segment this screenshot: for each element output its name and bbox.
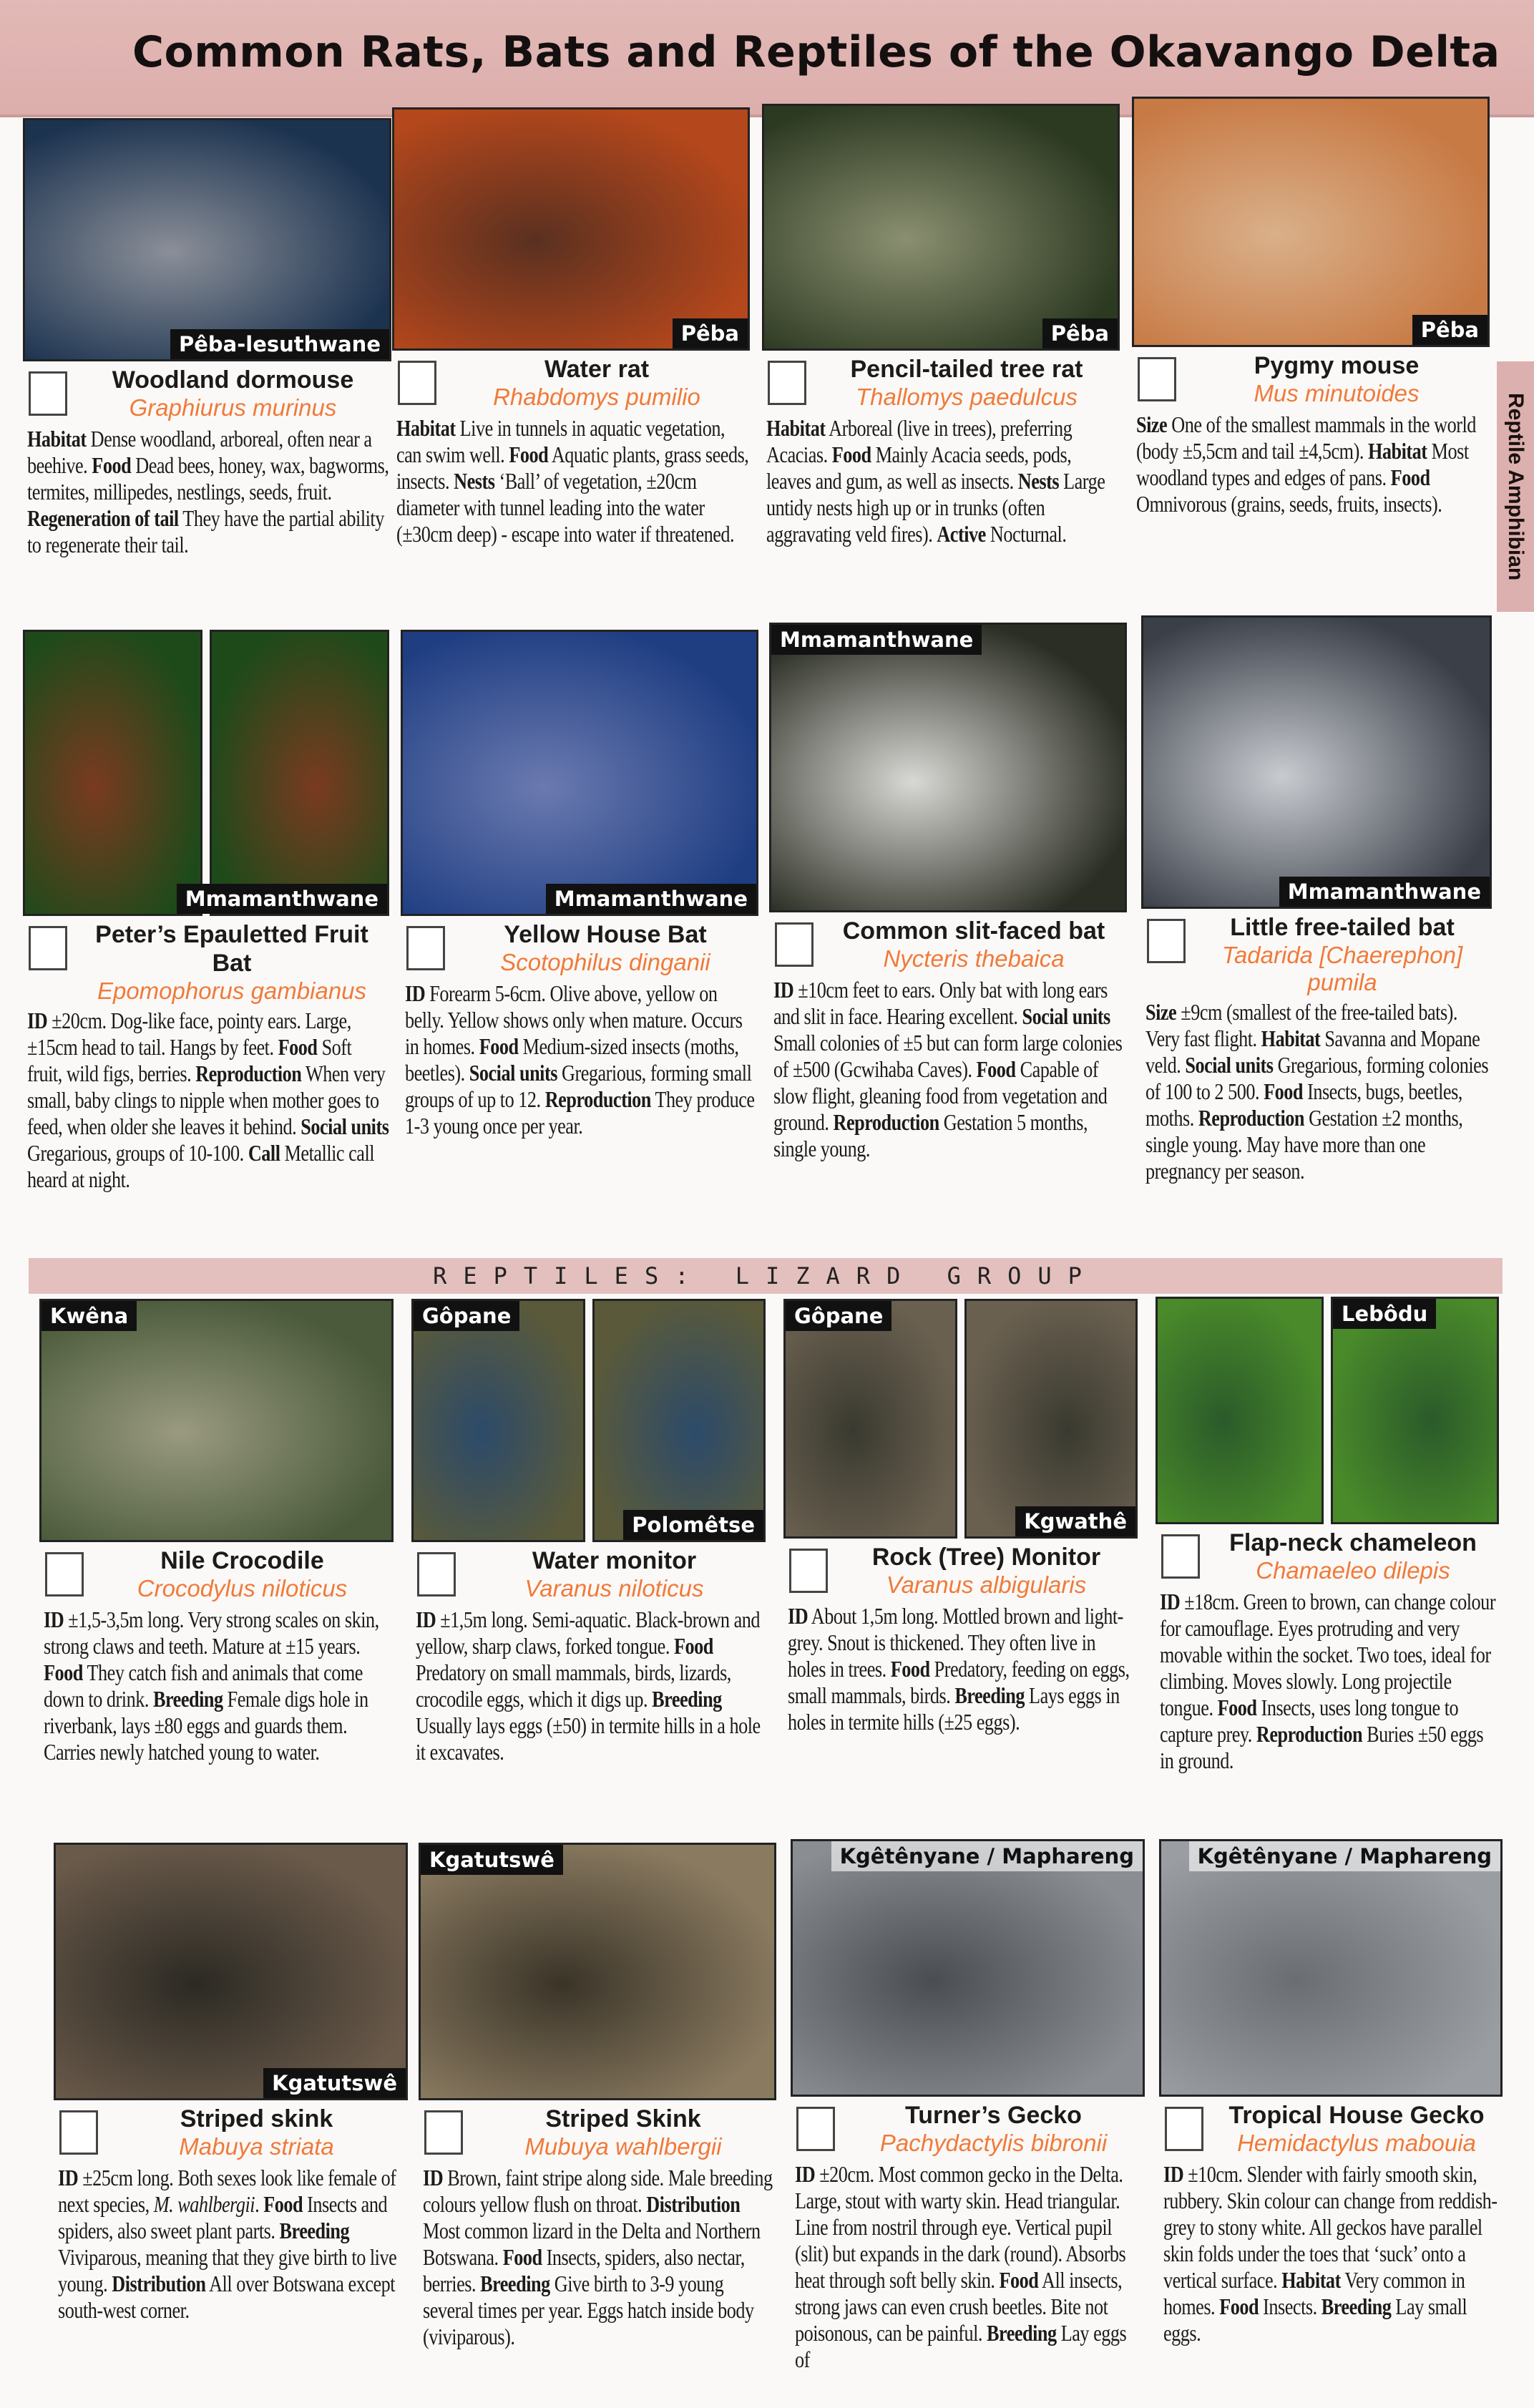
- seen-checkbox[interactable]: [1147, 919, 1186, 963]
- species-description: [423, 2165, 776, 2350]
- photo-caption: Pêba-lesuthwane: [170, 329, 389, 359]
- description-text: They catch fish and animals that come down to drink.: [44, 1659, 363, 1712]
- species-card: [783, 1299, 1138, 1735]
- description-text: ±18cm. Green to brown, can change colour for camouflage. Eyes protruding and very movable within the socket. Two toes, ideal for climbing. Moves slowly. Long projectile tongue.: [1160, 1589, 1496, 1720]
- common-name: Common slit-faced bat: [842, 917, 1105, 945]
- common-name: Striped skink: [180, 2105, 333, 2132]
- seen-checkbox[interactable]: [29, 926, 67, 970]
- scientific-name: Varanus niloticus: [524, 1575, 704, 1602]
- description-text: ±20cm. Most common gecko in the Delta. Large, stout with warty skin. Head triangular. Line from nostril through eye. Vertical pupil (slit) but expands in the dark (round). Absorbs heat through soft belly skin.: [795, 2161, 1126, 2293]
- common-name: Striped Skink: [545, 2105, 701, 2132]
- species-heading: [23, 920, 389, 1005]
- scientific-name: Mus minutoides: [1254, 380, 1420, 406]
- description-text: Omnivorous (grains, seeds, fruits, insects).: [1136, 491, 1442, 517]
- description-text: One of the smallest mammals in the world (body ±5,5cm and tail ±4,5cm).: [1136, 411, 1476, 464]
- description-text: Insects, uses long tongue to capture prey.: [1160, 1695, 1459, 1747]
- seen-checkbox[interactable]: [1138, 357, 1176, 401]
- description-text: Mainly Acacia seeds, pods, leaves and gum, as well as insects.: [766, 442, 1072, 494]
- scientific-name: Crocodylus niloticus: [137, 1575, 348, 1602]
- description-keyword: ID: [1163, 2161, 1184, 2187]
- seen-checkbox[interactable]: [398, 361, 436, 405]
- description-text: Lay eggs of: [795, 2320, 1127, 2372]
- description-keyword: Reproduction: [195, 1061, 302, 1086]
- species-description: [773, 977, 1127, 1162]
- description-keyword: Breeding: [1321, 2294, 1392, 2319]
- description-text: Predatory on small mammals, birds, lizards, crocodile eggs, which it digs up.: [416, 1659, 731, 1712]
- photo-caption: Mmamanthwane: [546, 884, 756, 914]
- description-text: Medium-sized insects (moths, beetles).: [405, 1033, 739, 1086]
- common-name: Flap-neck chameleon: [1229, 1529, 1477, 1556]
- photo-caption: Mmamanthwane: [771, 625, 982, 655]
- photo-group: [39, 1299, 394, 1542]
- species-card: [419, 1843, 776, 2350]
- species-names: [821, 917, 1127, 973]
- species-names: [842, 2101, 1145, 2157]
- description-text: Predatory, feeding on eggs, small mammals, birds.: [788, 1656, 1130, 1708]
- side-tab-reptile-amphibian[interactable]: [1497, 361, 1534, 612]
- species-description: [788, 1603, 1138, 1735]
- species-names: [814, 355, 1120, 411]
- description-text: Lay small eggs.: [1163, 2294, 1467, 2346]
- photo-group: [23, 118, 391, 361]
- species-photo: [1331, 1297, 1499, 1524]
- species-names: [470, 2105, 776, 2160]
- description-keyword: ID: [773, 977, 794, 1003]
- description-keyword: Habitat: [27, 426, 87, 452]
- photo-group: [23, 630, 389, 916]
- description-keyword: Regeneration of tail: [27, 505, 179, 531]
- species-description: [766, 415, 1120, 547]
- photo-caption: Kgatutswê: [263, 2068, 406, 2098]
- species-photo: [23, 118, 391, 361]
- description-text: Insects, spiders, also nectar, berries.: [423, 2244, 745, 2296]
- species-card: [23, 630, 389, 1193]
- species-card: [392, 107, 750, 547]
- species-description: [396, 415, 750, 547]
- page-title: Common Rats, Bats and Reptiles of the Okavango Delta: [132, 27, 1500, 77]
- description-text: Nocturnal.: [985, 521, 1067, 547]
- description-keyword: Distribution: [646, 2191, 741, 2217]
- description-text: Lays eggs in holes in termite hills (±25 eggs).: [788, 1682, 1120, 1735]
- common-name: Peter’s Epauletted Fruit Bat: [95, 921, 368, 977]
- species-heading: [1156, 1529, 1499, 1586]
- common-name: Pencil-tailed tree rat: [850, 356, 1083, 383]
- species-description: [1136, 411, 1490, 517]
- species-names: [1193, 913, 1492, 996]
- species-photo: [1156, 1297, 1324, 1524]
- description-keyword: Habitat: [1281, 2267, 1341, 2293]
- species-heading: [419, 2105, 776, 2162]
- description-text: Give birth to 3-9 young several times per year. Eggs hatch inside body (viviparous).: [423, 2271, 754, 2349]
- common-name: Little free-tailed bat: [1230, 914, 1455, 941]
- species-description: [44, 1607, 394, 1765]
- photo-group: [769, 623, 1127, 912]
- section-band-reptiles: [29, 1258, 1503, 1294]
- description-text: Arboreal (live in trees), preferring Acacias.: [766, 415, 1073, 467]
- description-keyword: Habitat: [1261, 1025, 1321, 1051]
- description-text: Very common in homes.: [1163, 2267, 1465, 2319]
- species-names: [1211, 2101, 1503, 2157]
- description-keyword: Social units: [469, 1060, 557, 1086]
- species-heading: [1132, 351, 1490, 409]
- description-keyword: Food: [1217, 1695, 1257, 1720]
- scientific-name: Pachydactylis bibronii: [879, 2130, 1108, 2156]
- photo-caption: Pêba: [1412, 315, 1487, 345]
- species-heading: [1141, 913, 1492, 996]
- photo-group: [411, 1299, 766, 1542]
- photo-group: [401, 630, 758, 916]
- species-heading: [762, 355, 1120, 412]
- species-card: [1141, 615, 1492, 1184]
- description-keyword: Social units: [1185, 1052, 1274, 1078]
- species-heading: [54, 2105, 408, 2162]
- common-name: Water rat: [544, 356, 650, 383]
- description-text: Most common lizard in the Delta and Northern Botswana.: [423, 2218, 761, 2270]
- description-text: Aquatic plants, grass seeds, insects.: [396, 442, 749, 494]
- species-heading: [23, 366, 391, 423]
- seen-checkbox[interactable]: [789, 1549, 828, 1593]
- species-card: [39, 1299, 394, 1765]
- description-keyword: Food: [673, 1633, 713, 1659]
- photo-caption: Kwêna: [41, 1301, 137, 1331]
- seen-checkbox[interactable]: [424, 2110, 463, 2155]
- scientific-name: Thallomys paedulcus: [856, 384, 1078, 410]
- description-text: Savanna and Mopane veld.: [1145, 1025, 1480, 1078]
- description-keyword: Breeding: [279, 2218, 350, 2243]
- description-text: ±1,5m long. Semi-aquatic. Black-brown and yellow, sharp claws, forked tongue.: [416, 1607, 761, 1659]
- description-keyword: Breeding: [152, 1686, 223, 1712]
- description-text: Soft fruit, wild figs, berries.: [27, 1034, 352, 1086]
- species-photo: [401, 630, 758, 916]
- species-description: [1160, 1589, 1499, 1774]
- description-text: Dense woodland, arboreal, often near a beehive.: [27, 426, 372, 478]
- species-names: [1183, 351, 1490, 407]
- common-name: Woodland dormouse: [112, 366, 354, 394]
- description-keyword: ID: [44, 1607, 64, 1632]
- species-heading: [1159, 2101, 1503, 2158]
- scientific-name: Rhabdomys pumilio: [493, 384, 700, 410]
- description-text: Forearm 5-6cm. Olive above, yellow on belly. Yellow shows only when mature. Occurs in homes.: [405, 980, 743, 1059]
- description-keyword: Reproduction: [1198, 1105, 1305, 1131]
- scientific-name: Chamaeleo dilepis: [1256, 1557, 1450, 1584]
- description-text: Gregarious, forming colonies of 100 to 2 500.: [1145, 1052, 1489, 1104]
- species-heading: [769, 917, 1127, 974]
- description-keyword: Food: [479, 1033, 519, 1059]
- photo-caption: Pêba: [1042, 318, 1118, 348]
- description-keyword: Breeding: [480, 2271, 550, 2296]
- photo-caption: Gôpane: [414, 1301, 519, 1331]
- species-card: [769, 623, 1127, 1162]
- description-text: They have the partial ability to regenerate their tail.: [27, 505, 384, 557]
- photo-group: [392, 107, 750, 351]
- species-description: [1145, 999, 1492, 1184]
- species-names: [835, 1543, 1138, 1599]
- photo-group: [1132, 97, 1490, 347]
- photo-caption: Kgêtênyane / Maphareng: [831, 1841, 1143, 1871]
- seen-checkbox[interactable]: [59, 2110, 98, 2155]
- species-photo: [769, 623, 1127, 912]
- description-keyword: Social units: [1022, 1003, 1110, 1029]
- description-keyword: Food: [509, 442, 549, 467]
- description-text: Dead bees, honey, wax, bagworms, termites, millipedes, nestlings, seeds, fruit.: [27, 452, 389, 504]
- photo-caption: Pêba: [673, 318, 748, 348]
- common-name: Tropical House Gecko: [1228, 2102, 1485, 2129]
- description-text: Small colonies of ±5 but can form large colonies of ±500 (Gcwihaba Caves).: [773, 1030, 1123, 1082]
- description-keyword: Habitat: [766, 415, 826, 441]
- photo-group: [791, 1839, 1145, 2097]
- species-description: [27, 1008, 389, 1193]
- description-text: They produce 1-3 young once per year.: [405, 1086, 755, 1139]
- description-keyword: Food: [92, 452, 132, 478]
- section-band-label: REPTILES: LIZARD GROUP: [433, 1262, 1098, 1290]
- description-text: ±10cm. Slender with fairly smooth skin, rubbery. Skin colour can change from reddish-grey to stony white. All geckos have parallel skin folds under the toes that ‘suck’ onto a vertical surface.: [1163, 2161, 1498, 2293]
- description-keyword: ID: [58, 2165, 79, 2190]
- description-keyword: ID: [416, 1607, 436, 1632]
- species-description: [405, 980, 758, 1139]
- description-keyword: Active: [937, 521, 986, 547]
- description-text: Capable of slow flight, gleaning food from vegetation and ground.: [773, 1056, 1108, 1135]
- scientific-name: Mubuya wahlbergii: [524, 2133, 722, 2160]
- photo-caption: Kgatutswê: [421, 1845, 563, 1875]
- description-keyword: Food: [278, 1034, 318, 1060]
- description-keyword: Breeding: [987, 2320, 1057, 2346]
- description-keyword: Reproduction: [1256, 1721, 1363, 1747]
- photo-caption: Gôpane: [786, 1301, 891, 1331]
- description-keyword: Breeding: [954, 1682, 1025, 1708]
- seen-checkbox[interactable]: [1165, 2107, 1203, 2151]
- description-text: Viviparous, meaning that they give birth to live young.: [58, 2244, 397, 2296]
- common-name: Pygmy mouse: [1254, 352, 1420, 379]
- description-text: ±9cm (smallest of the free-tailed bats). Very fast flight.: [1145, 999, 1457, 1051]
- common-name: Water monitor: [532, 1547, 697, 1574]
- description-text: Insects and spiders, also sweet plant parts.: [58, 2191, 388, 2243]
- species-card: [1156, 1297, 1499, 1774]
- description-text: ±20cm. Dog-like face, pointy ears. Large, ±15cm head to tail. Hangs by feet.: [27, 1008, 351, 1060]
- photo-caption: Kgwathê: [1015, 1506, 1135, 1536]
- description-keyword: Food: [999, 2267, 1039, 2293]
- photo-caption: Polomêtse: [623, 1510, 763, 1540]
- species-photo: [791, 1839, 1145, 2097]
- photo-group: [1159, 1839, 1503, 2097]
- species-names: [452, 920, 758, 976]
- description-keyword: Food: [502, 2244, 542, 2270]
- species-heading: [791, 2101, 1145, 2158]
- species-card: [401, 630, 758, 1139]
- description-keyword: Nests: [1017, 468, 1060, 494]
- photo-group: [762, 104, 1120, 351]
- description-keyword: Call: [248, 1140, 280, 1166]
- scientific-name: Scotophilus dinganii: [500, 949, 710, 975]
- description-text: ±25cm long. Both sexes look like female of next species,: [58, 2165, 396, 2217]
- species-photo: [23, 630, 202, 916]
- species-card: [791, 1839, 1145, 2373]
- photo-group: [54, 1843, 408, 2100]
- species-card: [411, 1299, 766, 1765]
- description-text: ‘Ball’ of vegetation, ±20cm diameter with tunnel leading into the water (±30cm deep) - escape into water if threatened.: [396, 468, 735, 547]
- photo-caption: Mmamanthwane: [177, 884, 387, 914]
- species-description: [416, 1607, 766, 1765]
- species-photo: [392, 107, 750, 351]
- seen-checkbox[interactable]: [417, 1552, 456, 1597]
- description-keyword: Social units: [301, 1113, 389, 1139]
- description-text: .: [255, 2191, 264, 2217]
- seen-checkbox[interactable]: [1161, 1534, 1200, 1579]
- description-text: Gregarious, groups of 10-100.: [27, 1140, 248, 1166]
- seen-checkbox[interactable]: [768, 361, 806, 405]
- description-keyword: ID: [795, 2161, 816, 2187]
- species-description: [27, 426, 391, 558]
- species-photo: [1159, 1839, 1503, 2097]
- description-keyword: Distribution: [112, 2271, 206, 2296]
- scientific-name: Varanus albigularis: [886, 1571, 1087, 1598]
- description-text: All over Botswana except south-west corner.: [58, 2271, 396, 2323]
- species-names: [91, 1546, 394, 1602]
- description-text: Large untidy nests high up or in trunks (often aggravating veld fires).: [766, 468, 1105, 547]
- description-text: Insects.: [1259, 2294, 1322, 2319]
- common-name: Nile Crocodile: [160, 1547, 324, 1574]
- description-keyword: ID: [788, 1603, 808, 1629]
- photo-group: [1156, 1297, 1499, 1524]
- description-text: Female digs hole in riverbank, lays ±80 eggs and guards them. Carries newly hatched young to water.: [44, 1686, 368, 1765]
- description-text: Gestation 5 months, single young.: [773, 1109, 1088, 1161]
- species-photo: [1132, 97, 1490, 347]
- species-names: [444, 355, 750, 411]
- species-names: [105, 2105, 408, 2160]
- common-name: Rock (Tree) Monitor: [871, 1544, 1101, 1571]
- species-card: [762, 104, 1120, 547]
- description-keyword: Food: [1264, 1078, 1304, 1104]
- scientific-name: Mabuya striata: [179, 2133, 334, 2160]
- description-text: Gregarious, forming small groups of up to 12.: [405, 1060, 752, 1112]
- side-tab-label: Reptile Amphibian: [1504, 392, 1528, 581]
- seen-checkbox[interactable]: [406, 926, 445, 970]
- description-text: Buries ±50 eggs in ground.: [1160, 1721, 1484, 1773]
- species-names: [1207, 1529, 1499, 1584]
- description-text: Metallic call heard at night.: [27, 1140, 375, 1192]
- description-keyword: Nests: [454, 468, 495, 494]
- seen-checkbox[interactable]: [796, 2107, 835, 2151]
- species-heading: [392, 355, 750, 412]
- description-keyword: Food: [1219, 2294, 1259, 2319]
- description-keyword: ID: [423, 2165, 444, 2190]
- species-photo: [39, 1299, 394, 1542]
- scientific-name: Tadarida [Chaerephon] pumila: [1221, 942, 1463, 995]
- species-card: [1159, 1839, 1503, 2346]
- scientific-name: Hemidactylus mabouia: [1237, 2130, 1476, 2156]
- species-card: [23, 118, 391, 558]
- species-photo: [762, 104, 1120, 351]
- description-keyword: Food: [890, 1656, 930, 1682]
- photo-group: [783, 1299, 1138, 1539]
- seen-checkbox[interactable]: [29, 371, 67, 416]
- photo-caption: Kgêtênyane / Maphareng: [1189, 1841, 1500, 1871]
- description-keyword: Food: [263, 2191, 303, 2217]
- description-text: Gestation ±2 months, single young. May have more than one pregnancy per season.: [1145, 1105, 1463, 1184]
- photo-group: [419, 1843, 776, 2100]
- species-heading: [411, 1546, 766, 1604]
- scientific-name: Nycteris thebaica: [883, 945, 1065, 972]
- species-photo: [185, 630, 389, 916]
- species-card: [1132, 97, 1490, 517]
- scientific-name: Graphiurus murinus: [129, 394, 337, 421]
- photo-caption: Lebôdu: [1333, 1299, 1436, 1329]
- species-names: [74, 920, 389, 1005]
- description-keyword: Habitat: [1367, 438, 1427, 464]
- species-photo: [419, 1843, 776, 2100]
- common-name: Yellow House Bat: [504, 921, 707, 948]
- common-name: Turner’s Gecko: [905, 2102, 1082, 2129]
- description-text: Most woodland types and edges of pans.: [1136, 438, 1469, 490]
- scientific-name: Epomophorus gambianus: [97, 978, 367, 1004]
- photo-group: [1141, 615, 1492, 909]
- description-keyword: Size: [1145, 999, 1177, 1025]
- description-text: Usually lays eggs (±50) in termite hills in a hole it excavates.: [416, 1712, 761, 1765]
- description-keyword: Food: [976, 1056, 1016, 1082]
- description-keyword: ID: [405, 980, 426, 1006]
- description-keyword: ID: [27, 1008, 48, 1033]
- description-text: Brown, faint stripe along side. Male breeding colours yellow flush on throat.: [423, 2165, 773, 2217]
- description-text: About 1,5m long. Mottled brown and light-grey. Snout is thickened. They often live in holes in trees.: [788, 1603, 1123, 1682]
- species-heading: [39, 1546, 394, 1604]
- description-text: All insects, strong jaws can even crush beetles. Bite not poisonous, can be painful.: [795, 2267, 1123, 2346]
- species-heading: [783, 1543, 1138, 1600]
- species-description: [1163, 2161, 1503, 2346]
- description-keyword: Food: [44, 1659, 83, 1685]
- description-keyword: Food: [1390, 464, 1430, 490]
- species-photo: [411, 1299, 585, 1542]
- species-description: [58, 2165, 408, 2324]
- species-photo: [783, 1299, 957, 1539]
- description-keyword: Reproduction: [544, 1086, 651, 1112]
- description-text: ±10cm feet to ears. Only bat with long ears and slit in face. Hearing excellent.: [773, 977, 1108, 1029]
- description-keyword: Habitat: [396, 415, 456, 441]
- photo-caption: Mmamanthwane: [1279, 877, 1490, 907]
- description-text: Insects, bugs, beetles, moths.: [1145, 1078, 1462, 1131]
- species-photo: [1141, 615, 1492, 909]
- species-names: [74, 366, 391, 421]
- species-photo: [964, 1299, 1138, 1539]
- species-photo: [592, 1299, 766, 1542]
- species-names: [463, 1546, 766, 1602]
- description-keyword: Breeding: [652, 1686, 722, 1712]
- description-text: Live in tunnels in aquatic vegetation, can swim well.: [396, 415, 726, 467]
- species-description: [795, 2161, 1145, 2373]
- description-keyword: Reproduction: [833, 1109, 939, 1135]
- description-text: M. wahlbergii: [153, 2191, 255, 2217]
- description-text: When very small, baby clings to nipple when mother goes to feed, when older she leaves it behind.: [27, 1061, 386, 1139]
- species-card: [54, 1843, 408, 2324]
- species-heading: [401, 920, 758, 978]
- species-photo: [54, 1843, 408, 2100]
- description-keyword: Size: [1136, 411, 1168, 437]
- seen-checkbox[interactable]: [775, 922, 814, 967]
- seen-checkbox[interactable]: [45, 1552, 84, 1597]
- description-keyword: Food: [831, 442, 871, 467]
- description-keyword: ID: [1160, 1589, 1181, 1614]
- description-text: ±1,5-3,5m long. Very strong scales on skin, strong claws and teeth. Mature at ±15 years.: [44, 1607, 379, 1659]
